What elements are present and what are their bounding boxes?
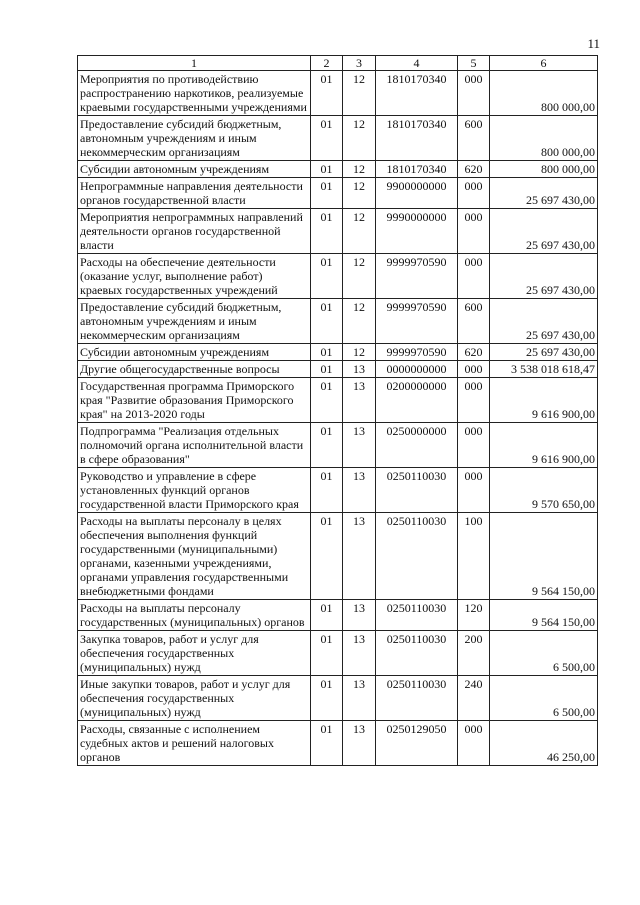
- amount-cell: 9 564 150,00: [490, 513, 598, 600]
- expense-type-cell: 600: [458, 299, 490, 344]
- section-code-cell: 01: [311, 299, 343, 344]
- amount-cell: 9 616 900,00: [490, 423, 598, 468]
- subsection-code-cell: 12: [343, 116, 376, 161]
- expense-type-cell: 000: [458, 468, 490, 513]
- subsection-code-cell: 13: [343, 423, 376, 468]
- table-row: [78, 423, 598, 468]
- amount-cell: 9 564 150,00: [490, 600, 598, 631]
- subsection-code-cell: 12: [343, 299, 376, 344]
- table-row: [78, 600, 598, 631]
- section-code-cell: 01: [311, 468, 343, 513]
- header-col-6: 6: [490, 56, 598, 71]
- header-col-1: 1: [78, 56, 311, 71]
- target-article-cell: 9999970590: [376, 299, 458, 344]
- amount-cell: 25 697 430,00: [490, 178, 598, 209]
- header-col-3: 3: [343, 56, 376, 71]
- target-article-cell: 0250110030: [376, 676, 458, 721]
- target-article-cell: 9990000000: [376, 209, 458, 254]
- row-name-cell: Расходы на обеспечение деятельности (оказание услуг, выполнение работ) краевых государственных учреждений: [78, 254, 311, 299]
- table-row: [78, 161, 598, 178]
- section-code-cell: 01: [311, 600, 343, 631]
- amount-cell: 9 616 900,00: [490, 378, 598, 423]
- subsection-code-cell: 13: [343, 600, 376, 631]
- section-code-cell: 01: [311, 116, 343, 161]
- subsection-code-cell: 12: [343, 209, 376, 254]
- expense-type-cell: 100: [458, 513, 490, 600]
- header-col-5: 5: [458, 56, 490, 71]
- table-row: [78, 209, 598, 254]
- target-article-cell: 0250110030: [376, 468, 458, 513]
- section-code-cell: 01: [311, 344, 343, 361]
- subsection-code-cell: 13: [343, 361, 376, 378]
- expense-type-cell: 620: [458, 161, 490, 178]
- target-article-cell: 9900000000: [376, 178, 458, 209]
- expense-type-cell: 000: [458, 71, 490, 116]
- expense-type-cell: 000: [458, 721, 490, 766]
- amount-cell: 46 250,00: [490, 721, 598, 766]
- row-name-cell: Государственная программа Приморского края "Развитие образования Приморского края" на 2013-2020 годы: [78, 378, 311, 423]
- section-code-cell: 01: [311, 71, 343, 116]
- subsection-code-cell: 12: [343, 254, 376, 299]
- section-code-cell: 01: [311, 209, 343, 254]
- table-row: [78, 721, 598, 766]
- amount-cell: 25 697 430,00: [490, 254, 598, 299]
- subsection-code-cell: 13: [343, 378, 376, 423]
- table-row: [78, 71, 598, 116]
- row-name-cell: Субсидии автономным учреждениям: [78, 161, 311, 178]
- subsection-code-cell: 13: [343, 676, 376, 721]
- section-code-cell: 01: [311, 423, 343, 468]
- row-name-cell: Предоставление субсидий бюджетным, автономным учреждениям и иным некоммерческим организациям: [78, 299, 311, 344]
- row-name-cell: Расходы, связанные с исполнением судебных актов и решений налоговых органов: [78, 721, 311, 766]
- table-row: [78, 116, 598, 161]
- target-article-cell: 0250110030: [376, 631, 458, 676]
- expense-type-cell: 120: [458, 600, 490, 631]
- subsection-code-cell: 12: [343, 178, 376, 209]
- amount-cell: 800 000,00: [490, 71, 598, 116]
- expense-type-cell: 000: [458, 209, 490, 254]
- row-name-cell: Субсидии автономным учреждениям: [78, 344, 311, 361]
- target-article-cell: 9999970590: [376, 344, 458, 361]
- amount-cell: 9 570 650,00: [490, 468, 598, 513]
- section-code-cell: 01: [311, 178, 343, 209]
- expense-type-cell: 000: [458, 423, 490, 468]
- table-row: [78, 378, 598, 423]
- table-row: [78, 178, 598, 209]
- header-col-4: 4: [376, 56, 458, 71]
- amount-cell: 6 500,00: [490, 676, 598, 721]
- row-name-cell: Расходы на выплаты персоналу государственных (муниципальных) органов: [78, 600, 311, 631]
- table-row: [78, 344, 598, 361]
- expense-type-cell: 000: [458, 378, 490, 423]
- row-name-cell: Предоставление субсидий бюджетным, автономным учреждениям и иным некоммерческим организациям: [78, 116, 311, 161]
- section-code-cell: 01: [311, 254, 343, 299]
- table-row: [78, 468, 598, 513]
- table-row: [78, 631, 598, 676]
- subsection-code-cell: 13: [343, 631, 376, 676]
- header-col-2: 2: [311, 56, 343, 71]
- subsection-code-cell: 13: [343, 721, 376, 766]
- expense-type-cell: 000: [458, 254, 490, 299]
- table-row: [78, 676, 598, 721]
- table-row: [78, 299, 598, 344]
- row-name-cell: Мероприятия непрограммных направлений деятельности органов государственной власти: [78, 209, 311, 254]
- expense-type-cell: 200: [458, 631, 490, 676]
- subsection-code-cell: 12: [343, 71, 376, 116]
- subsection-code-cell: 13: [343, 513, 376, 600]
- amount-cell: 6 500,00: [490, 631, 598, 676]
- section-code-cell: 01: [311, 513, 343, 600]
- amount-cell: 25 697 430,00: [490, 344, 598, 361]
- target-article-cell: 0250110030: [376, 600, 458, 631]
- target-article-cell: 0250129050: [376, 721, 458, 766]
- row-name-cell: Расходы на выплаты персоналу в целях обеспечения выполнения функций государственными (муниципальными) органами, казенными учреждениями, органами управления государственными внебюджетными фондами: [78, 513, 311, 600]
- section-code-cell: 01: [311, 721, 343, 766]
- amount-cell: 3 538 018 618,47: [490, 361, 598, 378]
- expense-type-cell: 240: [458, 676, 490, 721]
- amount-cell: 800 000,00: [490, 161, 598, 178]
- row-name-cell: Непрограммные направления деятельности органов государственной власти: [78, 178, 311, 209]
- row-name-cell: Мероприятия по противодействию распространению наркотиков, реализуемые краевыми государственными учреждениями: [78, 71, 311, 116]
- row-name-cell: Руководство и управление в сфере установленных функций органов государственной власти Приморского края: [78, 468, 311, 513]
- subsection-code-cell: 12: [343, 344, 376, 361]
- page-number: 11: [587, 36, 600, 51]
- target-article-cell: 0000000000: [376, 361, 458, 378]
- table-header-row: [78, 56, 598, 71]
- amount-cell: 25 697 430,00: [490, 209, 598, 254]
- table-row: [78, 254, 598, 299]
- budget-table: [77, 55, 598, 766]
- section-code-cell: 01: [311, 676, 343, 721]
- target-article-cell: 1810170340: [376, 161, 458, 178]
- subsection-code-cell: 12: [343, 161, 376, 178]
- target-article-cell: 0250110030: [376, 513, 458, 600]
- expense-type-cell: 000: [458, 178, 490, 209]
- amount-cell: 800 000,00: [490, 116, 598, 161]
- target-article-cell: 0250000000: [376, 423, 458, 468]
- target-article-cell: 0200000000: [376, 378, 458, 423]
- amount-cell: 25 697 430,00: [490, 299, 598, 344]
- row-name-cell: Закупка товаров, работ и услуг для обеспечения государственных (муниципальных) нужд: [78, 631, 311, 676]
- expense-type-cell: 620: [458, 344, 490, 361]
- row-name-cell: Подпрограмма "Реализация отдельных полномочий органа исполнительной власти в сфере образования": [78, 423, 311, 468]
- table-row: [78, 361, 598, 378]
- table-row: [78, 513, 598, 600]
- row-name-cell: Иные закупки товаров, работ и услуг для обеспечения государственных (муниципальных) нужд: [78, 676, 311, 721]
- target-article-cell: 9999970590: [376, 254, 458, 299]
- section-code-cell: 01: [311, 361, 343, 378]
- target-article-cell: 1810170340: [376, 116, 458, 161]
- expense-type-cell: 600: [458, 116, 490, 161]
- row-name-cell: Другие общегосударственные вопросы: [78, 361, 311, 378]
- target-article-cell: 1810170340: [376, 71, 458, 116]
- section-code-cell: 01: [311, 161, 343, 178]
- section-code-cell: 01: [311, 631, 343, 676]
- subsection-code-cell: 13: [343, 468, 376, 513]
- section-code-cell: 01: [311, 378, 343, 423]
- expense-type-cell: 000: [458, 361, 490, 378]
